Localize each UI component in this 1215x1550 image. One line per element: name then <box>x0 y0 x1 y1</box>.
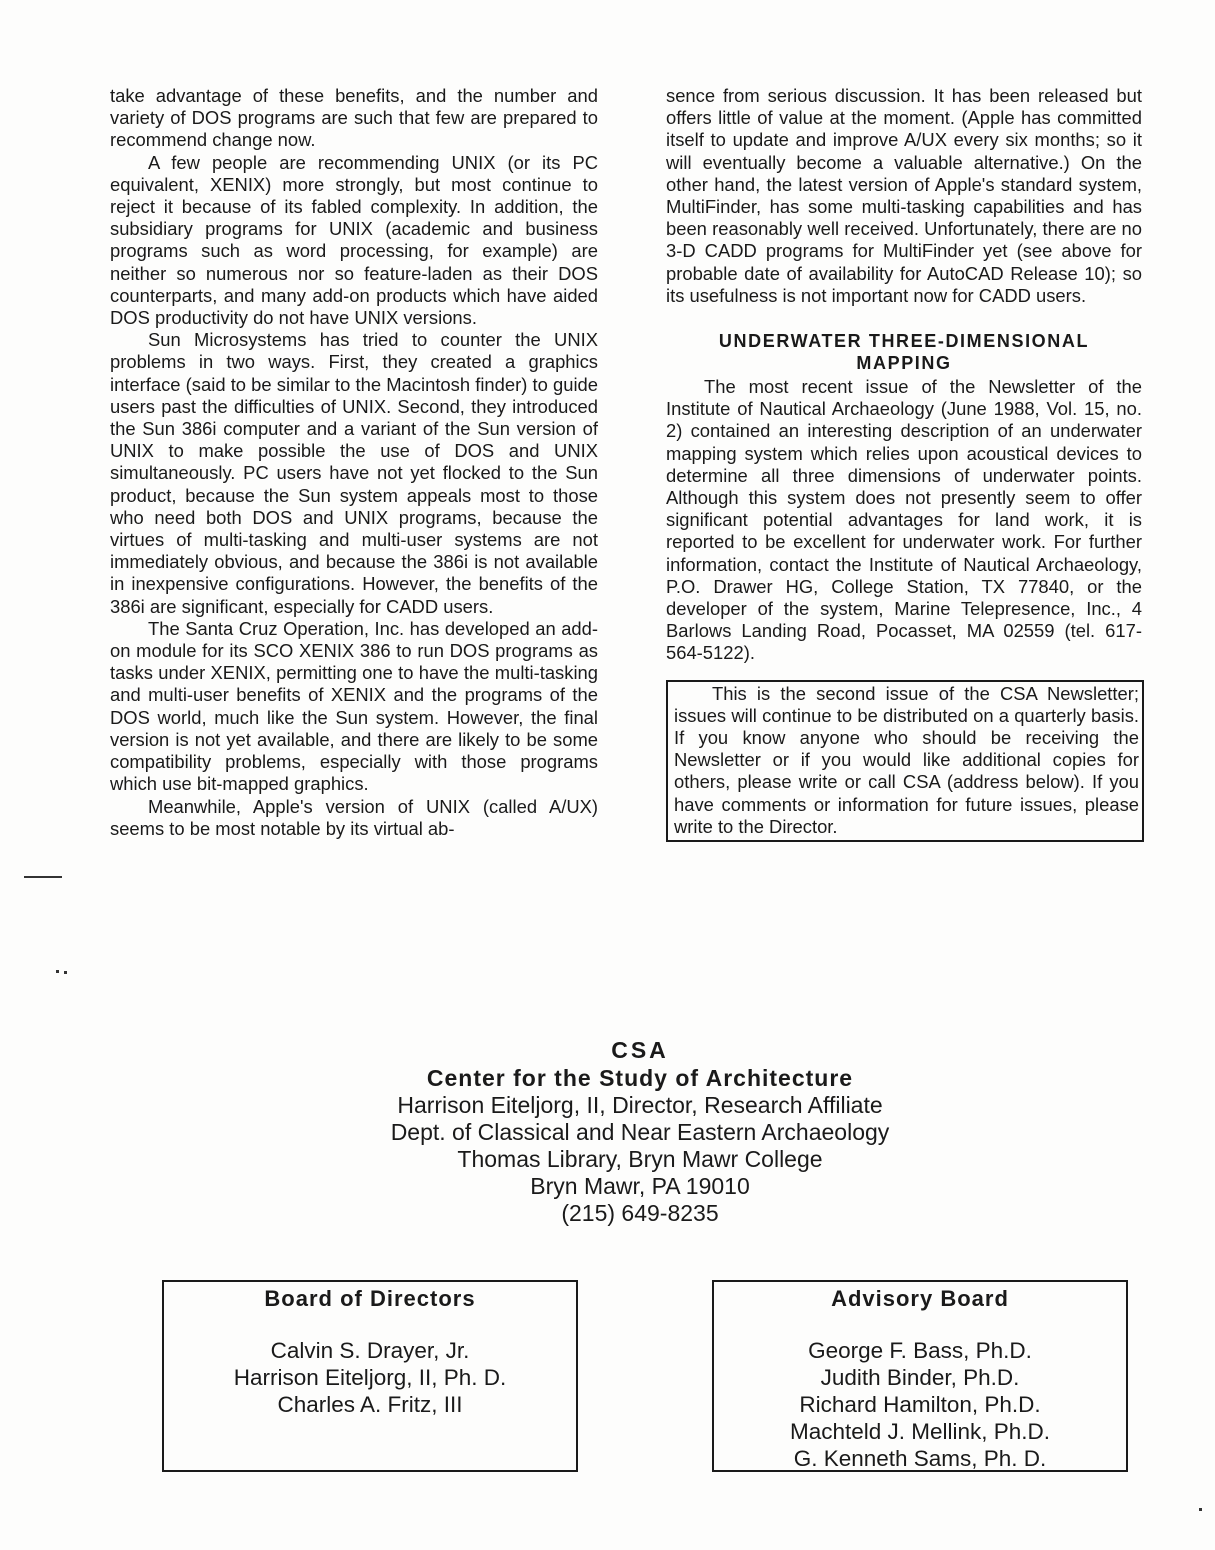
advisory-member: Judith Binder, Ph.D. <box>820 1365 1020 1390</box>
scan-mark <box>56 970 59 973</box>
left-paragraph-2: A few people are recommending UNIX (or its PC equivalent, XENIX) more strongly, but most continue to reject it because of its fabled complexity. In addition, the subsidiary programs for UNIX (academic and business programs such as word processing, for example) are neither so numerous nor so feature-laden as their DOS counterparts, and many add-on products which have aided DOS productivity do not have UNIX versions. <box>110 151 598 329</box>
section-heading-line-1: UNDERWATER THREE-DIMENSIONAL <box>718 331 1090 352</box>
left-paragraph-3: Sun Microsystems has tried to counter the UNIX problems in two ways. First, they created a graphics interface (said to be similar to the Macintosh finder) to guide users past the difficulties of UNIX. Second, they introduced the Sun 386i computer and a variant of the Sun version of UNIX to make possible the use of DOS and UNIX simultaneously. PC users have not yet flocked to the Sun product, because the Sun system appeals most to those who need both DOS and UNIX programs, because the virtues of multi-tasking and multi-user systems are not immediately obvious, and because the 386i is not available in inexpensive configurations. However, the benefits of the 386i are significant, especially for CADD users. <box>110 329 598 617</box>
masthead <box>240 1036 1040 1227</box>
newsletter-notice-text: This is the second issue of the CSA Newsletter; issues will continue to be distributed on a quarterly basis. If you know anyone who should be receiving the Newsletter or if you would like additional copies for others, please write or call CSA (address below). If you have comments or information for future issues, please write to the Director. <box>674 682 1139 837</box>
board-member: Charles A. Fritz, III <box>277 1392 463 1417</box>
board-of-directors-list <box>164 1337 576 1418</box>
left-column <box>110 85 598 840</box>
right-paragraph-2: The most recent issue of the Newsletter of the Institute of Nautical Archaeology (June 1988, Vol. 15, no. 2) contained an interesting description of an underwater mapping system which relies upon acoustical devices to determine all three dimensions of underwater points. Although this system does not presently seem to offer significant potential advantages for land work, it is reported to be excellent for underwater work. For further information, contact the Institute of Nautical Archaeology, P.O. Drawer HG, College Station, TX 77840, or the developer of the system, Marine Telepresence, Inc., 4 Barlows Landing Road, Pocasset, MA 02559 (tel. 617-564-5122). <box>666 376 1142 664</box>
director-line: Harrison Eiteljorg, II, Director, Research Affiliate <box>397 1092 883 1118</box>
library-line: Thomas Library, Bryn Mawr College <box>457 1146 823 1172</box>
board-member: Calvin S. Drayer, Jr. <box>270 1338 470 1363</box>
left-paragraph-1: take advantage of these benefits, and the number and variety of DOS programs are such that few are prepared to recommend change now. <box>110 85 598 151</box>
org-name: Center for the Study of Architecture <box>426 1065 854 1091</box>
advisory-member: G. Kenneth Sams, Ph. D. <box>793 1446 1047 1471</box>
section-heading <box>666 330 1142 374</box>
advisory-board-title: Advisory Board <box>831 1286 1009 1311</box>
org-abbreviation: CSA <box>611 1037 669 1063</box>
advisory-member: Richard Hamilton, Ph.D. <box>799 1392 1041 1417</box>
advisory-board-box <box>712 1280 1128 1472</box>
left-paragraph-5: Meanwhile, Apple's version of UNIX (called A/UX) seems to be most notable by its virtual ab- <box>110 795 598 839</box>
section-heading-line-2: MAPPING <box>856 353 952 374</box>
department-line: Dept. of Classical and Near Eastern Archaeology <box>390 1119 890 1145</box>
right-column <box>666 85 1142 842</box>
board-of-directors-title: Board of Directors <box>264 1286 476 1311</box>
scan-mark <box>1199 1508 1202 1511</box>
phone-number: (215) 649-8235 <box>561 1200 719 1226</box>
board-member: Harrison Eiteljorg, II, Ph. D. <box>233 1365 507 1390</box>
city-state-zip: Bryn Mawr, PA 19010 <box>530 1173 750 1199</box>
right-paragraph-1: sence from serious discussion. It has been released but offers little of value at the moment. (Apple has committed itself to update and improve A/UX every six months; so it will eventually become a valuable alternative.) On the other hand, the latest version of Apple's standard system, MultiFinder, has some multi-tasking capabilities and has been reasonably well received. Unfortunately, there are no 3-D CADD programs for MultiFinder yet (see above for probable date of availability for AutoCAD Release 10); so its usefulness is not important now for CADD users. <box>666 85 1142 306</box>
newsletter-notice-box <box>666 680 1144 842</box>
left-paragraph-4: The Santa Cruz Operation, Inc. has developed an add-on module for its SCO XENIX 386 to run DOS programs as tasks under XENIX, permitting one to have the multi-tasking and multi-user benefits of XENIX and the programs of the DOS world, much like the Sun system. However, the final version is not yet available, and there are likely to be some compatibility problems, especially with those programs which use bit-mapped graphics. <box>110 617 598 795</box>
advisory-board-list <box>714 1337 1126 1472</box>
board-of-directors-box <box>162 1280 578 1472</box>
advisory-member: Machteld J. Mellink, Ph.D. <box>789 1419 1051 1444</box>
advisory-member: George F. Bass, Ph.D. <box>808 1338 1032 1363</box>
scan-mark <box>64 971 67 974</box>
scan-mark <box>24 876 62 878</box>
